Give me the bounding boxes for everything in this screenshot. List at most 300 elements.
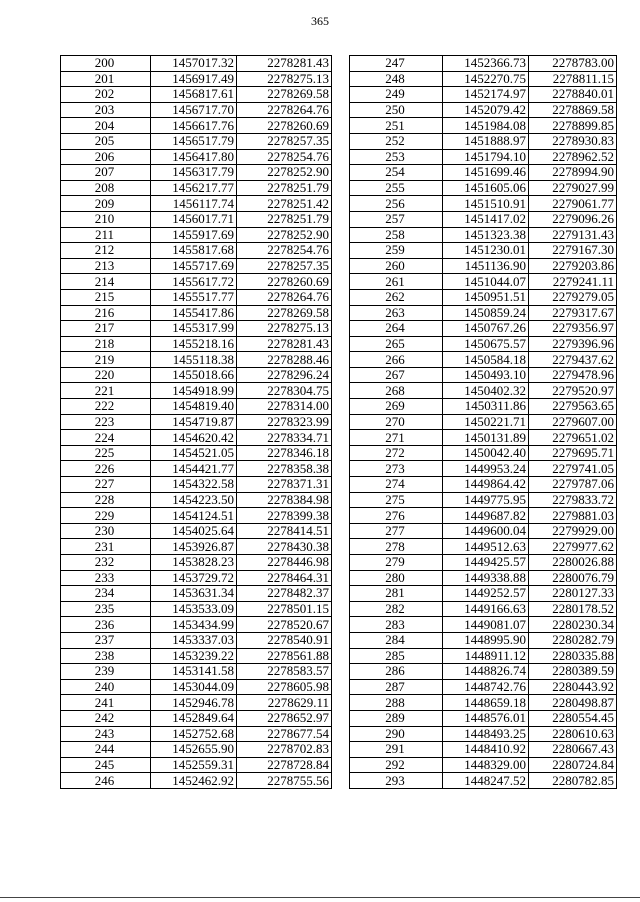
x-coordinate-cell: 1451044.07 bbox=[443, 274, 529, 290]
table-row bbox=[61, 632, 332, 648]
x-coordinate-cell: 1454223.50 bbox=[151, 492, 237, 508]
x-coordinate-cell: 1450131.89 bbox=[443, 430, 529, 446]
table-row bbox=[61, 757, 332, 773]
y-coordinate-cell: 2279695.71 bbox=[529, 445, 617, 461]
point-number-cell: 217 bbox=[61, 321, 151, 337]
x-coordinate-cell: 1452849.64 bbox=[151, 710, 237, 726]
x-coordinate-cell: 1448911.12 bbox=[443, 648, 529, 664]
x-coordinate-cell: 1448826.74 bbox=[443, 664, 529, 680]
point-number-cell: 260 bbox=[350, 258, 443, 274]
y-coordinate-cell: 2280282.79 bbox=[529, 632, 617, 648]
table-row bbox=[350, 87, 617, 103]
x-coordinate-cell: 1453239.22 bbox=[151, 648, 237, 664]
table-row bbox=[61, 102, 332, 118]
table-row bbox=[350, 102, 617, 118]
point-number-cell: 211 bbox=[61, 227, 151, 243]
x-coordinate-cell: 1449775.95 bbox=[443, 492, 529, 508]
point-number-cell: 227 bbox=[61, 477, 151, 493]
table-row bbox=[61, 648, 332, 664]
x-coordinate-cell: 1455917.69 bbox=[151, 227, 237, 243]
point-number-cell: 287 bbox=[350, 679, 443, 695]
y-coordinate-cell: 2279356.97 bbox=[529, 321, 617, 337]
point-number-cell: 271 bbox=[350, 430, 443, 446]
table-row bbox=[61, 305, 332, 321]
x-coordinate-cell: 1448329.00 bbox=[443, 757, 529, 773]
table-row bbox=[350, 133, 617, 149]
y-coordinate-cell: 2278296.24 bbox=[237, 367, 332, 383]
table-row bbox=[350, 274, 617, 290]
table-row bbox=[350, 180, 617, 196]
point-number-cell: 269 bbox=[350, 399, 443, 415]
x-coordinate-cell: 1455617.72 bbox=[151, 274, 237, 290]
point-number-cell: 241 bbox=[61, 695, 151, 711]
point-number-cell: 212 bbox=[61, 243, 151, 259]
table-row bbox=[350, 632, 617, 648]
table-row bbox=[61, 445, 332, 461]
point-number-cell: 218 bbox=[61, 336, 151, 352]
table-row bbox=[350, 321, 617, 337]
point-number-cell: 232 bbox=[61, 555, 151, 571]
point-number-cell: 261 bbox=[350, 274, 443, 290]
y-coordinate-cell: 2278540.91 bbox=[237, 632, 332, 648]
x-coordinate-cell: 1454421.77 bbox=[151, 461, 237, 477]
y-coordinate-cell: 2278399.38 bbox=[237, 508, 332, 524]
table-row bbox=[350, 305, 617, 321]
point-number-cell: 209 bbox=[61, 196, 151, 212]
table-row bbox=[350, 570, 617, 586]
table-row bbox=[61, 695, 332, 711]
table-row bbox=[61, 430, 332, 446]
point-number-cell: 279 bbox=[350, 555, 443, 571]
table-row bbox=[350, 243, 617, 259]
y-coordinate-cell: 2278269.58 bbox=[237, 305, 332, 321]
y-coordinate-cell: 2278323.99 bbox=[237, 414, 332, 430]
point-number-cell: 263 bbox=[350, 305, 443, 321]
point-number-cell: 246 bbox=[61, 773, 151, 789]
table-row bbox=[350, 383, 617, 399]
point-number-cell: 243 bbox=[61, 726, 151, 742]
y-coordinate-cell: 2278994.90 bbox=[529, 165, 617, 181]
table-row bbox=[61, 56, 332, 72]
y-coordinate-cell: 2279437.62 bbox=[529, 352, 617, 368]
point-number-cell: 286 bbox=[350, 664, 443, 680]
point-number-cell: 225 bbox=[61, 445, 151, 461]
x-coordinate-cell: 1449425.57 bbox=[443, 555, 529, 571]
point-number-cell: 256 bbox=[350, 196, 443, 212]
point-number-cell: 236 bbox=[61, 617, 151, 633]
x-coordinate-cell: 1452462.92 bbox=[151, 773, 237, 789]
x-coordinate-cell: 1456317.79 bbox=[151, 165, 237, 181]
x-coordinate-cell: 1451136.90 bbox=[443, 258, 529, 274]
table-row bbox=[61, 165, 332, 181]
y-coordinate-cell: 2279131.43 bbox=[529, 227, 617, 243]
y-coordinate-cell: 2278811.15 bbox=[529, 71, 617, 87]
x-coordinate-cell: 1448247.52 bbox=[443, 773, 529, 789]
point-number-cell: 257 bbox=[350, 211, 443, 227]
point-number-cell: 267 bbox=[350, 367, 443, 383]
x-coordinate-cell: 1456017.71 bbox=[151, 211, 237, 227]
x-coordinate-cell: 1453044.09 bbox=[151, 679, 237, 695]
table-row bbox=[61, 601, 332, 617]
y-coordinate-cell: 2278346.18 bbox=[237, 445, 332, 461]
x-coordinate-cell: 1450584.18 bbox=[443, 352, 529, 368]
x-coordinate-cell: 1456117.74 bbox=[151, 196, 237, 212]
point-number-cell: 278 bbox=[350, 539, 443, 555]
point-number-cell: 249 bbox=[350, 87, 443, 103]
point-number-cell: 277 bbox=[350, 523, 443, 539]
point-number-cell: 248 bbox=[350, 71, 443, 87]
point-number-cell: 283 bbox=[350, 617, 443, 633]
x-coordinate-cell: 1448410.92 bbox=[443, 742, 529, 758]
x-coordinate-cell: 1449512.63 bbox=[443, 539, 529, 555]
y-coordinate-cell: 2280389.59 bbox=[529, 664, 617, 680]
point-number-cell: 224 bbox=[61, 430, 151, 446]
point-number-cell: 207 bbox=[61, 165, 151, 181]
point-number-cell: 274 bbox=[350, 477, 443, 493]
y-coordinate-cell: 2279651.02 bbox=[529, 430, 617, 446]
point-number-cell: 293 bbox=[350, 773, 443, 789]
point-number-cell: 266 bbox=[350, 352, 443, 368]
y-coordinate-cell: 2278269.58 bbox=[237, 87, 332, 103]
y-coordinate-cell: 2278930.83 bbox=[529, 133, 617, 149]
point-number-cell: 226 bbox=[61, 461, 151, 477]
y-coordinate-cell: 2280724.84 bbox=[529, 757, 617, 773]
x-coordinate-cell: 1452079.42 bbox=[443, 102, 529, 118]
point-number-cell: 206 bbox=[61, 149, 151, 165]
point-number-cell: 201 bbox=[61, 71, 151, 87]
point-number-cell: 244 bbox=[61, 742, 151, 758]
y-coordinate-cell: 2278264.76 bbox=[237, 289, 332, 305]
x-coordinate-cell: 1457017.32 bbox=[151, 56, 237, 72]
point-number-cell: 281 bbox=[350, 586, 443, 602]
x-coordinate-cell: 1456717.70 bbox=[151, 102, 237, 118]
y-coordinate-cell: 2278629.11 bbox=[237, 695, 332, 711]
point-number-cell: 262 bbox=[350, 289, 443, 305]
x-coordinate-cell: 1452174.97 bbox=[443, 87, 529, 103]
table-row bbox=[350, 430, 617, 446]
y-coordinate-cell: 2279396.96 bbox=[529, 336, 617, 352]
x-coordinate-cell: 1456217.77 bbox=[151, 180, 237, 196]
table-row bbox=[61, 679, 332, 695]
table-row bbox=[350, 461, 617, 477]
table-row bbox=[350, 757, 617, 773]
x-coordinate-cell: 1449081.07 bbox=[443, 617, 529, 633]
table-row bbox=[61, 617, 332, 633]
y-coordinate-cell: 2279203.86 bbox=[529, 258, 617, 274]
x-coordinate-cell: 1455717.69 bbox=[151, 258, 237, 274]
table-row bbox=[350, 508, 617, 524]
point-number-cell: 247 bbox=[350, 56, 443, 72]
table-row bbox=[61, 321, 332, 337]
point-number-cell: 230 bbox=[61, 523, 151, 539]
x-coordinate-cell: 1449338.88 bbox=[443, 570, 529, 586]
x-coordinate-cell: 1451510.91 bbox=[443, 196, 529, 212]
x-coordinate-cell: 1449953.24 bbox=[443, 461, 529, 477]
table-row bbox=[350, 336, 617, 352]
y-coordinate-cell: 2280782.85 bbox=[529, 773, 617, 789]
y-coordinate-cell: 2278275.13 bbox=[237, 321, 332, 337]
y-coordinate-cell: 2279881.03 bbox=[529, 508, 617, 524]
point-number-cell: 223 bbox=[61, 414, 151, 430]
x-coordinate-cell: 1453337.03 bbox=[151, 632, 237, 648]
x-coordinate-cell: 1450767.26 bbox=[443, 321, 529, 337]
x-coordinate-cell: 1453729.72 bbox=[151, 570, 237, 586]
point-number-cell: 239 bbox=[61, 664, 151, 680]
x-coordinate-cell: 1456817.61 bbox=[151, 87, 237, 103]
table-row bbox=[350, 56, 617, 72]
y-coordinate-cell: 2278275.13 bbox=[237, 71, 332, 87]
point-number-cell: 255 bbox=[350, 180, 443, 196]
table-row bbox=[350, 165, 617, 181]
point-number-cell: 203 bbox=[61, 102, 151, 118]
y-coordinate-cell: 2279027.99 bbox=[529, 180, 617, 196]
x-coordinate-cell: 1451323.38 bbox=[443, 227, 529, 243]
y-coordinate-cell: 2279096.26 bbox=[529, 211, 617, 227]
point-number-cell: 208 bbox=[61, 180, 151, 196]
table-row bbox=[61, 492, 332, 508]
y-coordinate-cell: 2278304.75 bbox=[237, 383, 332, 399]
point-number-cell: 216 bbox=[61, 305, 151, 321]
table-row bbox=[350, 211, 617, 227]
y-coordinate-cell: 2278840.01 bbox=[529, 87, 617, 103]
y-coordinate-cell: 2278482.37 bbox=[237, 586, 332, 602]
table-row bbox=[61, 71, 332, 87]
x-coordinate-cell: 1451888.97 bbox=[443, 133, 529, 149]
x-coordinate-cell: 1455018.66 bbox=[151, 367, 237, 383]
coordinates-table-left bbox=[60, 55, 332, 789]
table-row bbox=[350, 445, 617, 461]
table-row bbox=[61, 211, 332, 227]
point-number-cell: 221 bbox=[61, 383, 151, 399]
table-row bbox=[61, 149, 332, 165]
x-coordinate-cell: 1450951.51 bbox=[443, 289, 529, 305]
y-coordinate-cell: 2278962.52 bbox=[529, 149, 617, 165]
point-number-cell: 233 bbox=[61, 570, 151, 586]
point-number-cell: 204 bbox=[61, 118, 151, 134]
table-row bbox=[350, 773, 617, 789]
y-coordinate-cell: 2279787.06 bbox=[529, 477, 617, 493]
point-number-cell: 275 bbox=[350, 492, 443, 508]
y-coordinate-cell: 2279317.67 bbox=[529, 305, 617, 321]
table-row bbox=[61, 726, 332, 742]
table-row bbox=[350, 289, 617, 305]
x-coordinate-cell: 1449252.57 bbox=[443, 586, 529, 602]
table-row bbox=[350, 258, 617, 274]
point-number-cell: 265 bbox=[350, 336, 443, 352]
table-row bbox=[350, 586, 617, 602]
point-number-cell: 258 bbox=[350, 227, 443, 243]
table-row bbox=[61, 289, 332, 305]
table-row bbox=[61, 399, 332, 415]
point-number-cell: 276 bbox=[350, 508, 443, 524]
x-coordinate-cell: 1451699.46 bbox=[443, 165, 529, 181]
y-coordinate-cell: 2278783.00 bbox=[529, 56, 617, 72]
point-number-cell: 285 bbox=[350, 648, 443, 664]
point-number-cell: 237 bbox=[61, 632, 151, 648]
table-row bbox=[350, 118, 617, 134]
y-coordinate-cell: 2278251.79 bbox=[237, 180, 332, 196]
x-coordinate-cell: 1448742.76 bbox=[443, 679, 529, 695]
x-coordinate-cell: 1449166.63 bbox=[443, 601, 529, 617]
x-coordinate-cell: 1453926.87 bbox=[151, 539, 237, 555]
table-row bbox=[61, 383, 332, 399]
x-coordinate-cell: 1450402.32 bbox=[443, 383, 529, 399]
y-coordinate-cell: 2279279.05 bbox=[529, 289, 617, 305]
table-row bbox=[61, 461, 332, 477]
y-coordinate-cell: 2278384.98 bbox=[237, 492, 332, 508]
table-row bbox=[61, 477, 332, 493]
table-row bbox=[61, 118, 332, 134]
y-coordinate-cell: 2278281.43 bbox=[237, 336, 332, 352]
table-row bbox=[350, 414, 617, 430]
table-row bbox=[350, 227, 617, 243]
table-row bbox=[350, 352, 617, 368]
point-number-cell: 259 bbox=[350, 243, 443, 259]
point-number-cell: 250 bbox=[350, 102, 443, 118]
coordinates-table-right bbox=[349, 55, 617, 789]
point-number-cell: 290 bbox=[350, 726, 443, 742]
x-coordinate-cell: 1455317.99 bbox=[151, 321, 237, 337]
x-coordinate-cell: 1448995.90 bbox=[443, 632, 529, 648]
y-coordinate-cell: 2278251.42 bbox=[237, 196, 332, 212]
table-row bbox=[61, 196, 332, 212]
y-coordinate-cell: 2278358.38 bbox=[237, 461, 332, 477]
point-number-cell: 288 bbox=[350, 695, 443, 711]
x-coordinate-cell: 1454322.58 bbox=[151, 477, 237, 493]
x-coordinate-cell: 1454025.64 bbox=[151, 523, 237, 539]
y-coordinate-cell: 2278561.88 bbox=[237, 648, 332, 664]
y-coordinate-cell: 2279563.65 bbox=[529, 399, 617, 415]
y-coordinate-cell: 2278314.00 bbox=[237, 399, 332, 415]
point-number-cell: 228 bbox=[61, 492, 151, 508]
y-coordinate-cell: 2279241.11 bbox=[529, 274, 617, 290]
y-coordinate-cell: 2280230.34 bbox=[529, 617, 617, 633]
x-coordinate-cell: 1450042.40 bbox=[443, 445, 529, 461]
x-coordinate-cell: 1450859.24 bbox=[443, 305, 529, 321]
table-row bbox=[350, 742, 617, 758]
y-coordinate-cell: 2280667.43 bbox=[529, 742, 617, 758]
table-row bbox=[61, 180, 332, 196]
point-number-cell: 270 bbox=[350, 414, 443, 430]
y-coordinate-cell: 2278430.38 bbox=[237, 539, 332, 555]
table-row bbox=[61, 352, 332, 368]
y-coordinate-cell: 2278264.76 bbox=[237, 102, 332, 118]
point-number-cell: 234 bbox=[61, 586, 151, 602]
point-number-cell: 205 bbox=[61, 133, 151, 149]
point-number-cell: 252 bbox=[350, 133, 443, 149]
y-coordinate-cell: 2278755.56 bbox=[237, 773, 332, 789]
y-coordinate-cell: 2278677.54 bbox=[237, 726, 332, 742]
y-coordinate-cell: 2280178.52 bbox=[529, 601, 617, 617]
point-number-cell: 240 bbox=[61, 679, 151, 695]
x-coordinate-cell: 1456617.76 bbox=[151, 118, 237, 134]
y-coordinate-cell: 2278252.90 bbox=[237, 165, 332, 181]
x-coordinate-cell: 1455417.86 bbox=[151, 305, 237, 321]
y-coordinate-cell: 2278501.15 bbox=[237, 601, 332, 617]
table-row bbox=[350, 617, 617, 633]
point-number-cell: 282 bbox=[350, 601, 443, 617]
y-coordinate-cell: 2278520.67 bbox=[237, 617, 332, 633]
x-coordinate-cell: 1453828.23 bbox=[151, 555, 237, 571]
y-coordinate-cell: 2280335.88 bbox=[529, 648, 617, 664]
point-number-cell: 219 bbox=[61, 352, 151, 368]
table-row bbox=[350, 601, 617, 617]
x-coordinate-cell: 1449600.04 bbox=[443, 523, 529, 539]
table-row bbox=[350, 648, 617, 664]
table-row bbox=[61, 227, 332, 243]
point-number-cell: 292 bbox=[350, 757, 443, 773]
point-number-cell: 220 bbox=[61, 367, 151, 383]
x-coordinate-cell: 1453434.99 bbox=[151, 617, 237, 633]
point-number-cell: 229 bbox=[61, 508, 151, 524]
point-number-cell: 235 bbox=[61, 601, 151, 617]
table-row bbox=[61, 133, 332, 149]
table-row bbox=[61, 508, 332, 524]
table-row bbox=[350, 399, 617, 415]
x-coordinate-cell: 1456517.79 bbox=[151, 133, 237, 149]
x-coordinate-cell: 1455517.77 bbox=[151, 289, 237, 305]
point-number-cell: 231 bbox=[61, 539, 151, 555]
table-row bbox=[61, 555, 332, 571]
y-coordinate-cell: 2278260.69 bbox=[237, 118, 332, 134]
x-coordinate-cell: 1455118.38 bbox=[151, 352, 237, 368]
x-coordinate-cell: 1453533.09 bbox=[151, 601, 237, 617]
y-coordinate-cell: 2279061.77 bbox=[529, 196, 617, 212]
point-number-cell: 215 bbox=[61, 289, 151, 305]
table-row bbox=[61, 523, 332, 539]
point-number-cell: 200 bbox=[61, 56, 151, 72]
point-number-cell: 214 bbox=[61, 274, 151, 290]
point-number-cell: 284 bbox=[350, 632, 443, 648]
y-coordinate-cell: 2280443.92 bbox=[529, 679, 617, 695]
x-coordinate-cell: 1454819.40 bbox=[151, 399, 237, 415]
table-row bbox=[61, 336, 332, 352]
x-coordinate-cell: 1456417.80 bbox=[151, 149, 237, 165]
table-row bbox=[61, 258, 332, 274]
table-row bbox=[350, 679, 617, 695]
point-number-cell: 222 bbox=[61, 399, 151, 415]
table-row bbox=[61, 773, 332, 789]
point-number-cell: 242 bbox=[61, 710, 151, 726]
y-coordinate-cell: 2278281.43 bbox=[237, 56, 332, 72]
y-coordinate-cell: 2278652.97 bbox=[237, 710, 332, 726]
x-coordinate-cell: 1454918.99 bbox=[151, 383, 237, 399]
y-coordinate-cell: 2278583.57 bbox=[237, 664, 332, 680]
y-coordinate-cell: 2278334.71 bbox=[237, 430, 332, 446]
point-number-cell: 245 bbox=[61, 757, 151, 773]
table-row bbox=[350, 664, 617, 680]
y-coordinate-cell: 2278464.31 bbox=[237, 570, 332, 586]
x-coordinate-cell: 1452655.90 bbox=[151, 742, 237, 758]
table-row bbox=[350, 539, 617, 555]
y-coordinate-cell: 2278288.46 bbox=[237, 352, 332, 368]
y-coordinate-cell: 2278254.76 bbox=[237, 149, 332, 165]
x-coordinate-cell: 1450221.71 bbox=[443, 414, 529, 430]
table-row bbox=[350, 71, 617, 87]
x-coordinate-cell: 1454719.87 bbox=[151, 414, 237, 430]
table-row bbox=[61, 274, 332, 290]
x-coordinate-cell: 1452366.73 bbox=[443, 56, 529, 72]
y-coordinate-cell: 2278254.76 bbox=[237, 243, 332, 259]
table-row bbox=[61, 710, 332, 726]
x-coordinate-cell: 1454124.51 bbox=[151, 508, 237, 524]
y-coordinate-cell: 2279520.97 bbox=[529, 383, 617, 399]
x-coordinate-cell: 1456917.49 bbox=[151, 71, 237, 87]
x-coordinate-cell: 1450493.10 bbox=[443, 367, 529, 383]
point-number-cell: 280 bbox=[350, 570, 443, 586]
x-coordinate-cell: 1451794.10 bbox=[443, 149, 529, 165]
point-number-cell: 291 bbox=[350, 742, 443, 758]
